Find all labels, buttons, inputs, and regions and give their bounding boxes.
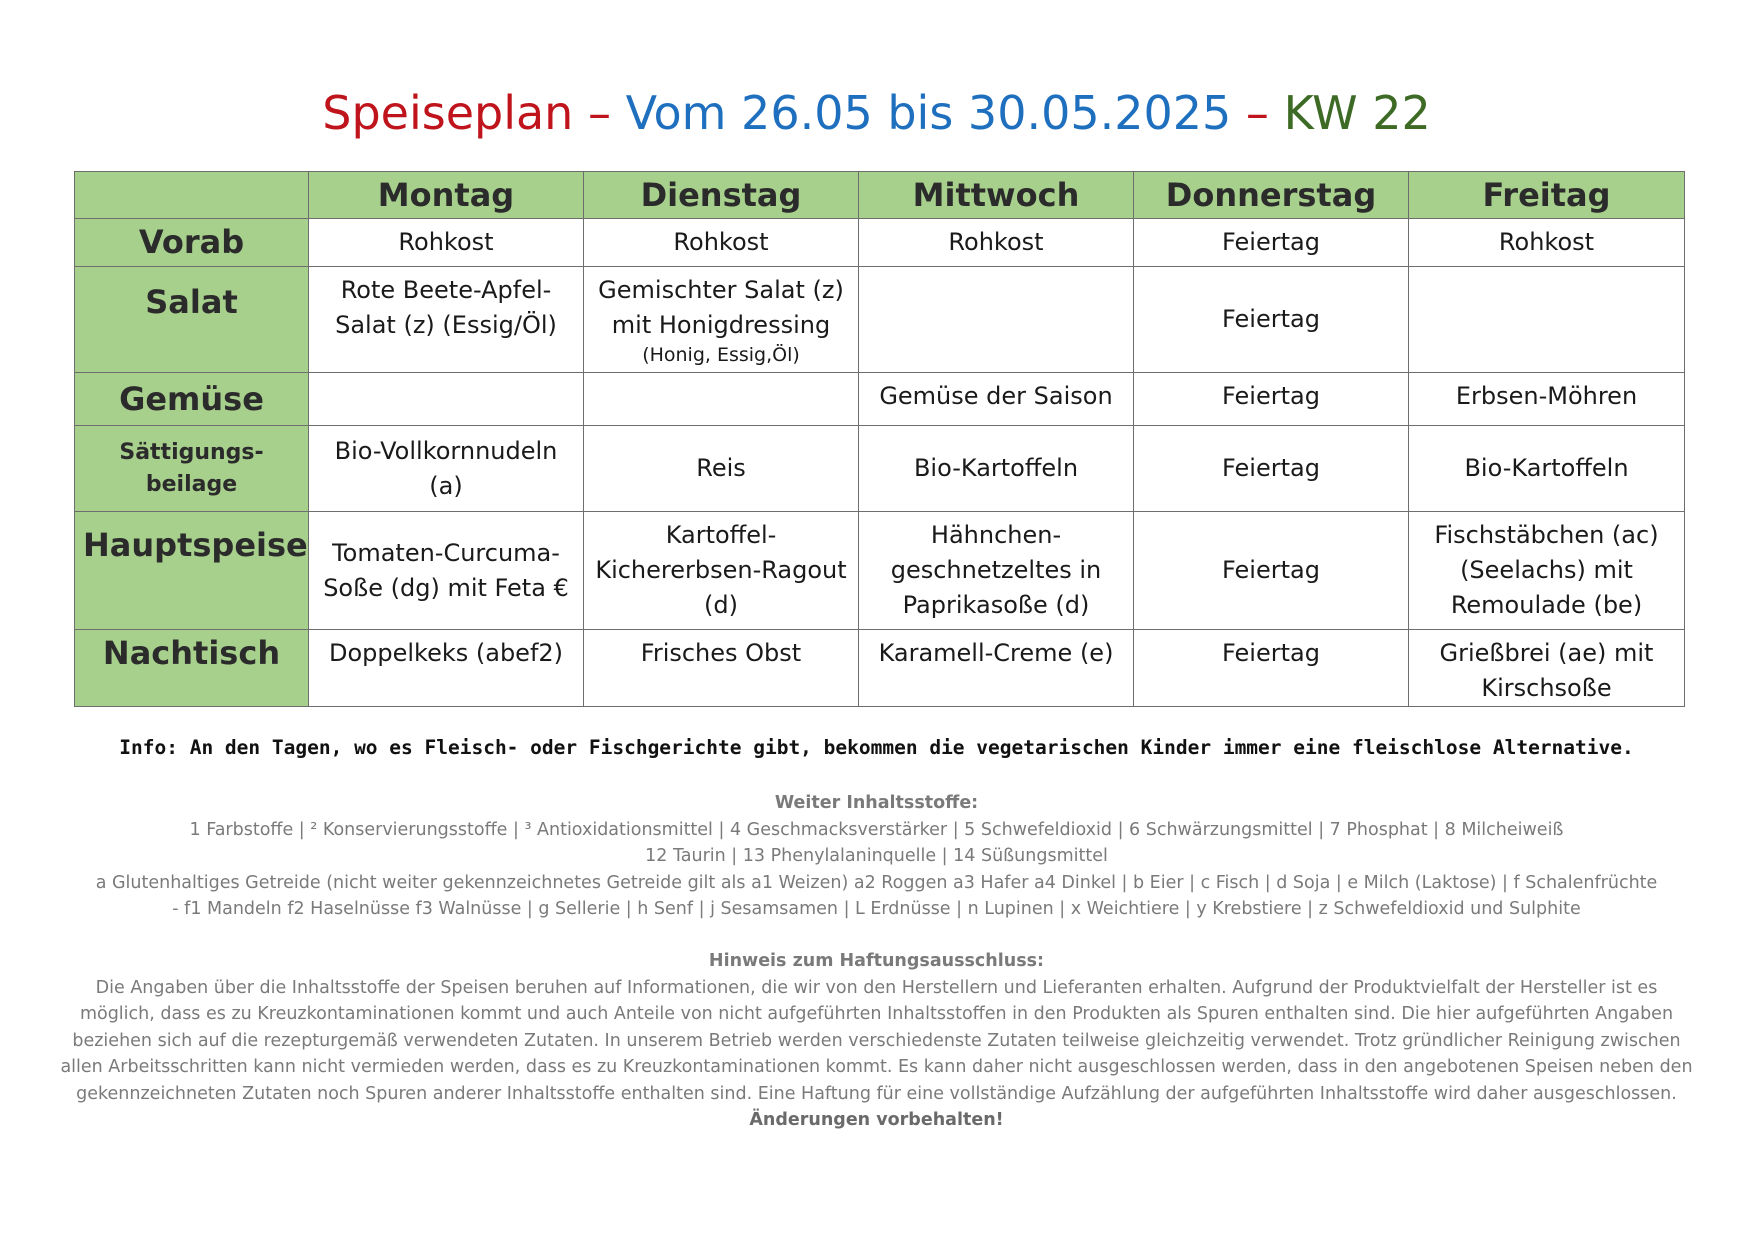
cell-nachtisch-monday: Doppelkeks (abef2) <box>309 630 584 707</box>
cell-vorab-monday: Rohkost <box>309 219 584 267</box>
cell-hauptspeise-thursday: Feiertag <box>1134 512 1409 630</box>
cell-salat-tuesday-dish: Gemischter Salat (z) mit Honigdressing <box>598 276 844 339</box>
cell-vorab-tuesday: Rohkost <box>584 219 859 267</box>
cell-nachtisch-wednesday: Karamell-Creme (e) <box>859 630 1134 707</box>
day-header-thursday: Donnerstag <box>1134 172 1409 219</box>
row-label-vorab: Vorab <box>75 219 309 267</box>
cell-vorab-wednesday: Rohkost <box>859 219 1134 267</box>
cell-hauptspeise-wednesday: Hähnchen-geschnetzeltes in Paprikasoße (d) <box>859 512 1134 630</box>
row-label-saettigungsbeilage <box>75 426 309 512</box>
table-row-gemuese <box>75 373 1685 426</box>
cell-gemuese-monday <box>309 373 584 426</box>
cell-hauptspeise-monday: Tomaten-Curcuma-Soße (dg) mit Feta € <box>309 512 584 630</box>
table-row-salat <box>75 267 1685 373</box>
row-label-nachtisch: Nachtisch <box>75 630 309 707</box>
row-label-salat: Salat <box>75 267 309 373</box>
table-row-hauptspeise <box>75 512 1685 630</box>
day-header-tuesday: Dienstag <box>584 172 859 219</box>
table-row-nachtisch <box>75 630 1685 707</box>
cell-saettigung-monday: Bio-Vollkornnudeln (a) <box>309 426 584 512</box>
title-separator: – <box>1231 86 1284 140</box>
cell-saettigung-friday: Bio-Kartoffeln <box>1409 426 1685 512</box>
disclaimer-text: Die Angaben über die Inhaltsstoffe der Speisen beruhen auf Informationen, die wir von den Herstellern und Lieferanten erhalten. Aufgrund der Produktvielfalt der Hersteller ist es möglich, dass es zu Kreuzkontaminationen kommt und auch Anteile von nicht aufgeführten Inhaltsstoffen in den Produkten als Spuren enthalten sind. Die hier aufgeführten Angaben beziehen sich auf die rezepturgemäß verwendeten Zutaten. In unserem Betrieb werden verschiedenste Zutaten teilweise gleichzeitig verwendet. Trotz gründlicher Reinigung zwischen allen Arbeitsschritten kann nicht vermieden werden, dass es zu Kreuzkontaminationen kommt. Es kann daher nicht ausgeschlossen werden, dass in den angebotenen Speisen neben den gekennzeichneten Zutaten noch Spuren anderer Inhaltsstoffe enthalten sind. Eine Haftung für eine vollständige Aufzählung der aufgeführten Inhaltsstoffe wird daher ausgeschlossen. <box>60 977 1693 1104</box>
day-header-friday: Freitag <box>1409 172 1685 219</box>
cell-salat-tuesday <box>584 267 859 373</box>
legend-heading: Weiter Inhaltsstoffe: <box>774 793 979 813</box>
table-row-saettigungsbeilage <box>75 426 1685 512</box>
cell-nachtisch-thursday: Feiertag <box>1134 630 1409 707</box>
cell-saettigung-wednesday: Bio-Kartoffeln <box>859 426 1134 512</box>
cell-vorab-friday: Rohkost <box>1409 219 1685 267</box>
cell-nachtisch-tuesday: Frisches Obst <box>584 630 859 707</box>
cell-gemuese-friday: Erbsen-Möhren <box>1409 373 1685 426</box>
ingredients-legend <box>60 790 1693 923</box>
liability-disclaimer <box>60 948 1693 1134</box>
disclaimer-emphasis: Änderungen vorbehalten! <box>749 1110 1004 1130</box>
cell-vorab-thursday: Feiertag <box>1134 219 1409 267</box>
cell-gemuese-wednesday: Gemüse der Saison <box>859 373 1134 426</box>
page-title <box>0 82 1753 144</box>
cell-hauptspeise-friday: Fischstäbchen (ac) (Seelachs) mit Remoulade (be) <box>1409 512 1685 630</box>
day-header-wednesday: Mittwoch <box>859 172 1134 219</box>
day-header-monday: Montag <box>309 172 584 219</box>
row-label-saettigungsbeilage-line1: Sättigungs- <box>119 439 264 465</box>
legend-line: 1 Farbstoffe | ² Konservierungsstoffe | ³ Antioxidationsmittel | 4 Geschmacksverstärker | 5 Schwefeldioxid | 6 Schwärzungsmittel | 7 Phosphat | 8 Milcheiweiß <box>189 819 1564 840</box>
legend-line: a Glutenhaltiges Getreide (nicht weiter gekennzeichnetes Getreide gilt als a1 Weizen) a2 Roggen a3 Hafer a4 Dinkel | b Eier | c Fisch | d Soja | e Milch (Laktose) | f Schalenfrüchte <box>95 872 1658 893</box>
cell-saettigung-tuesday: Reis <box>584 426 859 512</box>
title-separator: – <box>573 86 626 140</box>
row-label-hauptspeise: Hauptspeise <box>75 512 309 630</box>
title-week: KW 22 <box>1283 86 1431 140</box>
cell-salat-thursday: Feiertag <box>1134 267 1409 373</box>
cell-saettigung-thursday: Feiertag <box>1134 426 1409 512</box>
table-row-vorab <box>75 219 1685 267</box>
cell-gemuese-thursday: Feiertag <box>1134 373 1409 426</box>
disclaimer-heading: Hinweis zum Haftungsausschluss: <box>708 951 1045 971</box>
vegetarian-info: Info: An den Tagen, wo es Fleisch- oder Fischgerichte gibt, bekommen die vegetarischen Kinder immer eine fleischlose Alternative. <box>119 736 1634 759</box>
menu-table <box>74 171 1685 707</box>
header-corner-cell <box>75 172 309 219</box>
cell-hauptspeise-tuesday: Kartoffel-Kichererbsen-Ragout (d) <box>584 512 859 630</box>
title-speiseplan: Speiseplan <box>322 86 574 140</box>
legend-line: 12 Taurin | 13 Phenylalaninquelle | 14 Süßungsmittel <box>645 846 1108 866</box>
cell-gemuese-tuesday <box>584 373 859 426</box>
cell-salat-wednesday <box>859 267 1134 373</box>
row-label-gemuese: Gemüse <box>75 373 309 426</box>
cell-salat-friday <box>1409 267 1685 373</box>
title-date-range: Vom 26.05 bis 30.05.2025 <box>625 86 1232 140</box>
legend-line: - f1 Mandeln f2 Haselnüsse f3 Walnüsse | g Sellerie | h Senf | j Sesamsamen | L Erdnüsse | n Lupinen | x Weichtiere | y Krebstiere | z Schwefeldioxid und Sulphite <box>172 899 1581 919</box>
row-label-saettigungsbeilage-line2: beilage <box>145 471 238 497</box>
cell-salat-monday: Rote Beete-Apfel-Salat (z) (Essig/Öl) <box>309 267 584 373</box>
cell-salat-tuesday-note: (Honig, Essig,Öl) <box>642 344 800 366</box>
table-header-row <box>75 172 1685 219</box>
cell-nachtisch-friday: Grießbrei (ae) mit Kirschsoße <box>1409 630 1685 707</box>
